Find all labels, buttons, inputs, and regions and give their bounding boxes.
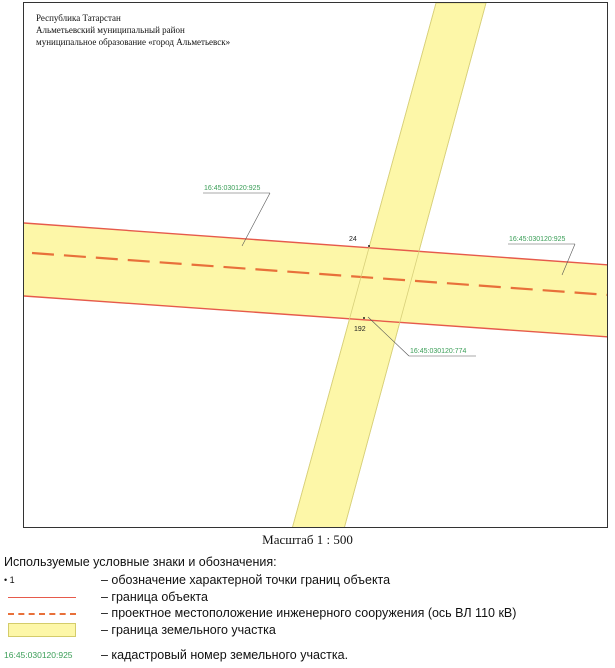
legend-cadastral-text: – кадастровый номер земельного участка. xyxy=(101,648,349,662)
legend-item-point xyxy=(4,573,604,589)
legend-parcel-text: – граница земельного участка xyxy=(101,623,276,637)
leader-left xyxy=(242,193,270,246)
legend-title: Используемые условные знаки и обозначения: xyxy=(4,555,277,569)
scale-label: Масштаб 1 : 500 xyxy=(262,532,353,547)
map-frame xyxy=(23,2,608,528)
header-municipality: муниципальное образование «город Альметьевск» xyxy=(36,37,231,47)
legend-point-symbol: • 1 xyxy=(4,575,15,585)
header-district: Альметьевский муниципальный район xyxy=(36,25,185,35)
point-192-marker xyxy=(363,317,365,319)
legend-item-axis xyxy=(4,606,604,622)
legend-axis-symbol xyxy=(4,606,94,622)
point-24-marker xyxy=(368,245,370,247)
legend-parcel-symbol xyxy=(4,623,94,639)
cadastral-label-bottom: 16:45:030120:774 xyxy=(410,348,467,355)
header-republic: Республика Татарстан xyxy=(36,13,121,23)
legend-axis-text: – проектное местоположение инженерного сооружения (ось ВЛ 110 кВ) xyxy=(101,606,517,620)
cadastral-label-right: 16:45:030120:925 xyxy=(509,236,566,243)
legend-border-symbol xyxy=(4,590,94,606)
legend-point-text: – обозначение характерной точки границ объекта xyxy=(101,573,391,587)
legend-item-cadastral xyxy=(4,648,604,664)
legend-border-text: – граница объекта xyxy=(101,590,208,604)
legend-cadastral-symbol: 16:45:030120:925 xyxy=(4,650,73,660)
legend-item-parcel xyxy=(4,623,604,639)
cadastral-label-left: 16:45:030120:925 xyxy=(204,185,261,192)
point-label-24: 24 xyxy=(349,236,357,243)
legend-item-object-border xyxy=(4,590,604,606)
map-canvas xyxy=(24,3,608,528)
point-label-192: 192 xyxy=(354,326,366,333)
map-header xyxy=(36,12,230,48)
